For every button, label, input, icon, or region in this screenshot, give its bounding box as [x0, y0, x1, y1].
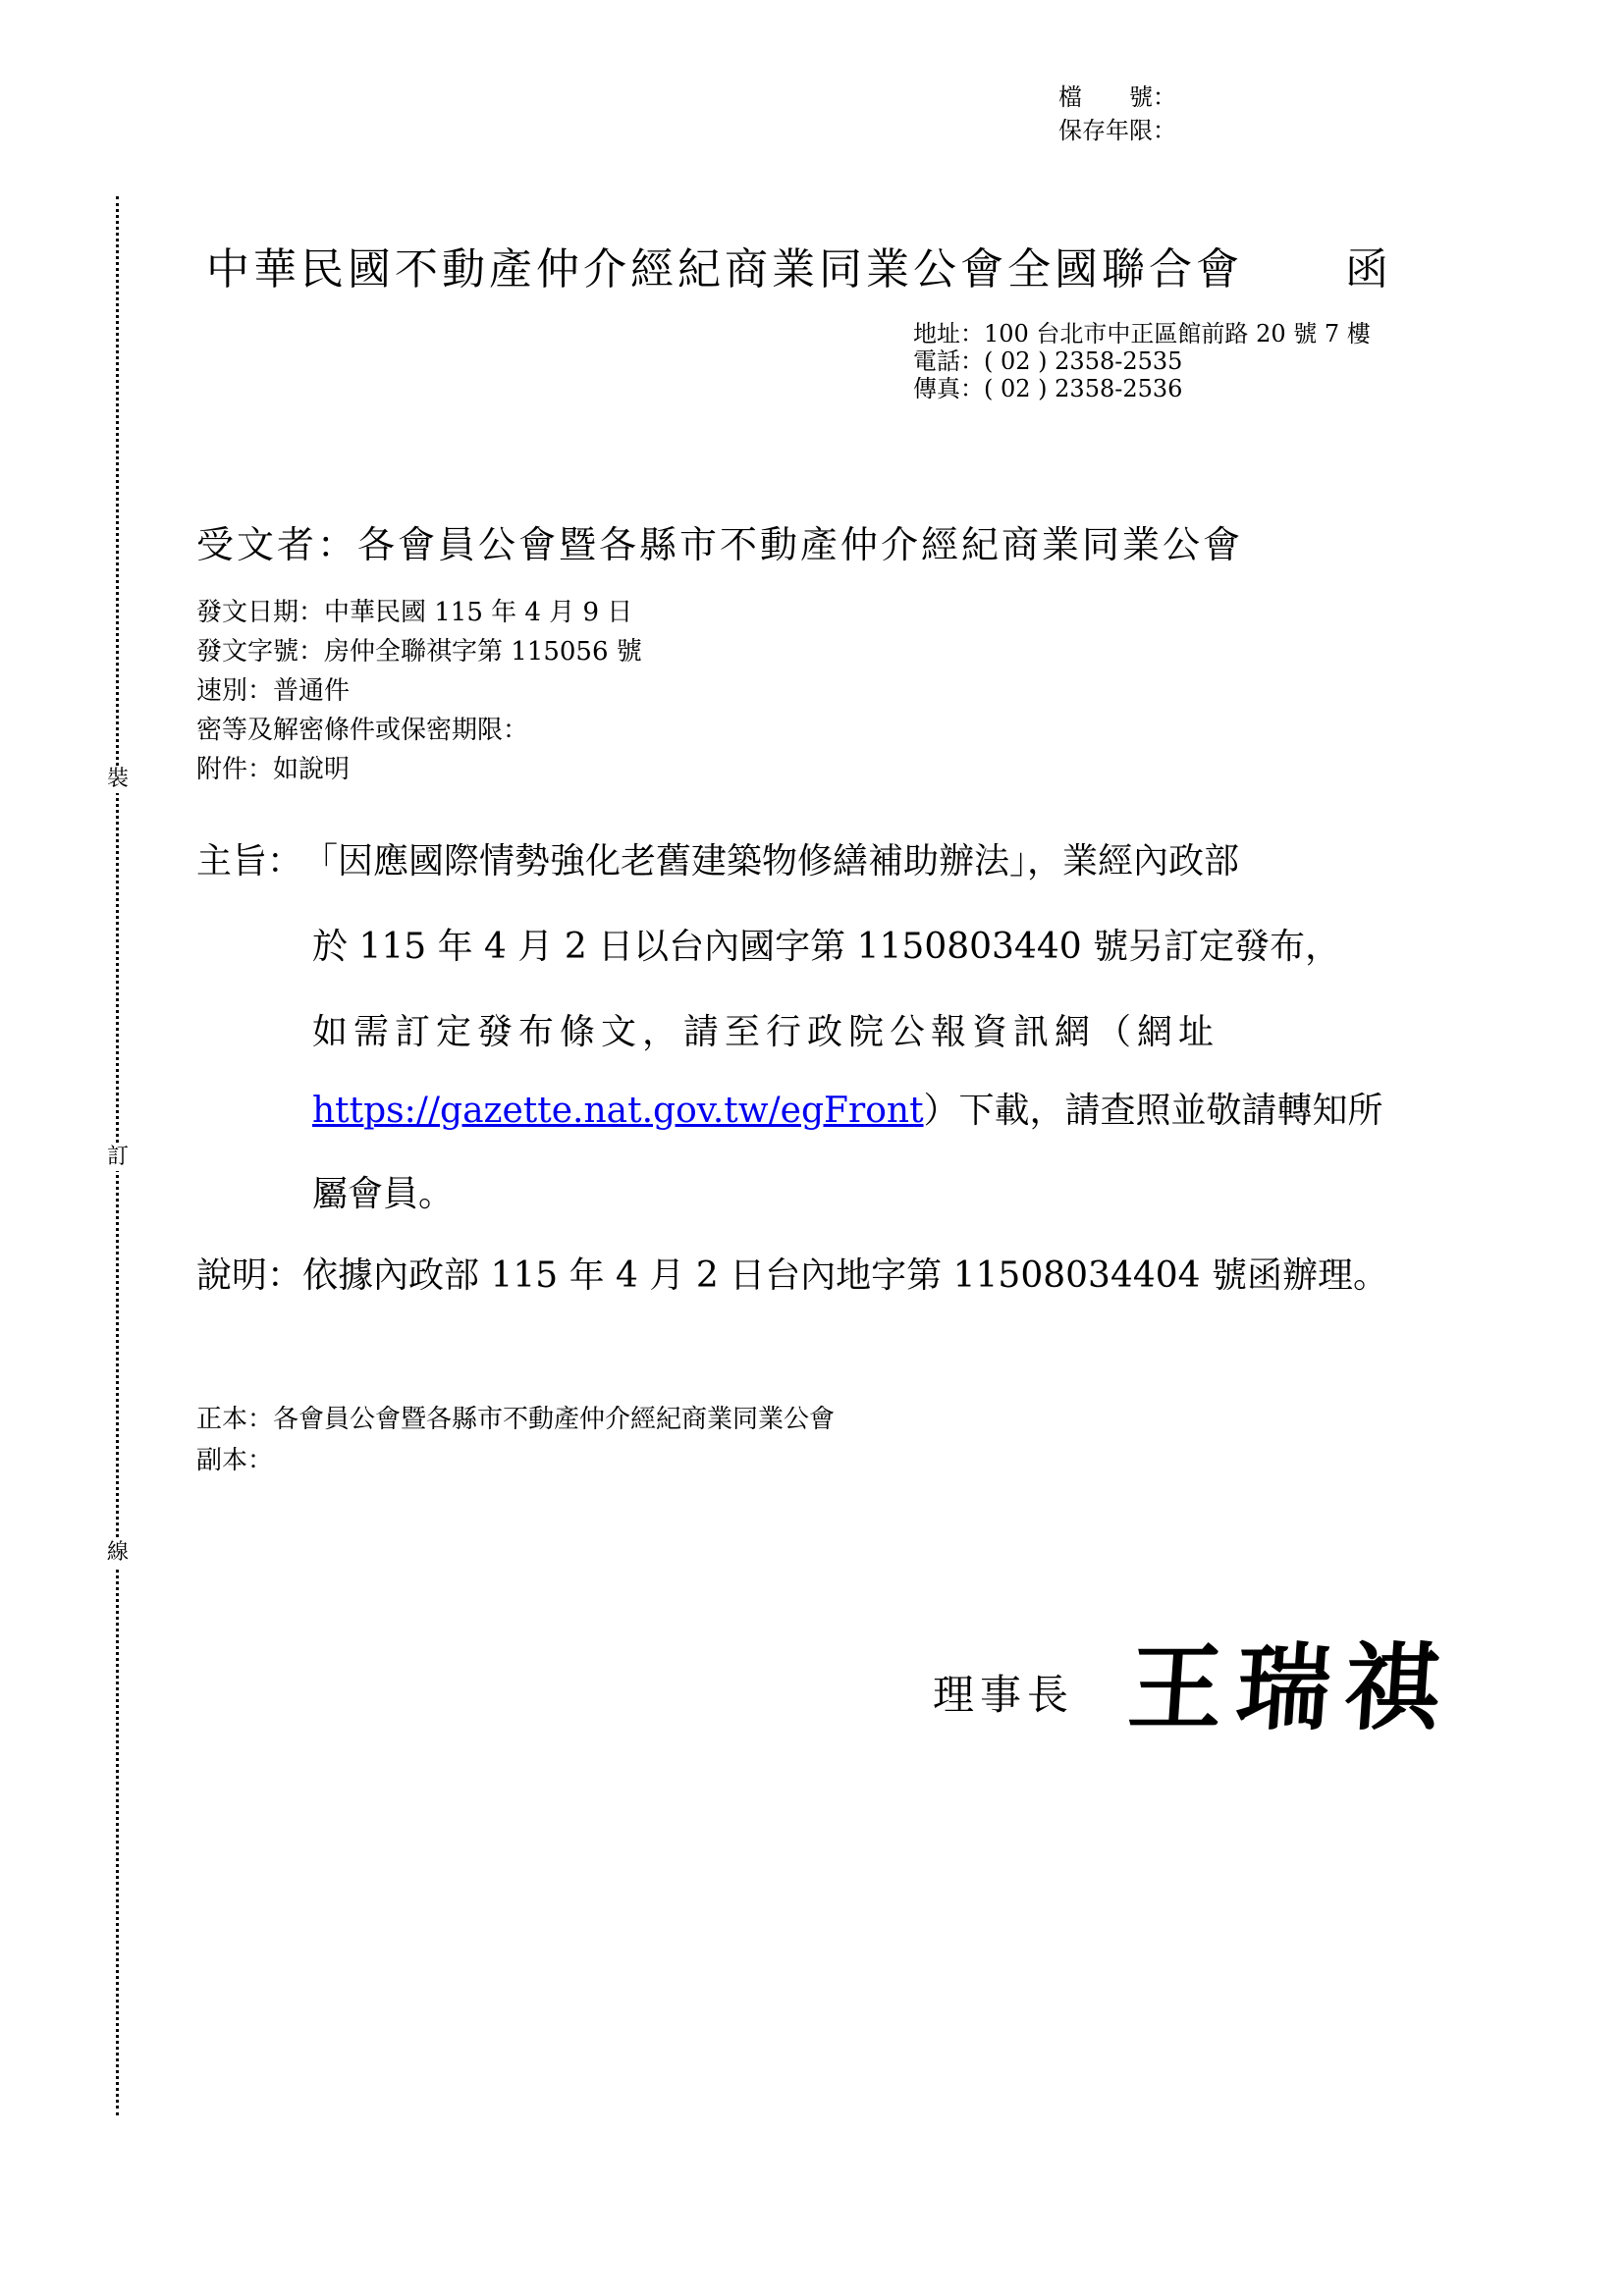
subject-label: 主旨： — [196, 841, 303, 881]
explanation: 說明：依據內政部 115 年 4 月 2 日台內地字第 11508034404 號函辦理。 — [196, 1255, 1389, 1296]
retention-period-label: 保存年限： — [1058, 117, 1176, 144]
org-phone: 電話：( 02 ) 2358-2535 — [913, 347, 1183, 375]
subject-line-4 — [312, 1090, 1383, 1133]
secrecy-level: 密等及解密條件或保密期限： — [196, 716, 529, 745]
binding-mark-ding: 訂 — [104, 1144, 132, 1171]
subject-line-2: 於 115 年 4 月 2 日以台內國字第 1150803440 號另訂定發布， — [312, 927, 1341, 967]
subject-line-3: 如需訂定發布條文，請至行政院公報資訊網（網址 — [312, 1012, 1220, 1052]
delivery-speed: 速別：普通件 — [196, 676, 351, 706]
document-number: 發文字號：房仲全聯祺字第 115056 號 — [196, 637, 642, 667]
copy-recipients: 副本： — [196, 1446, 274, 1475]
org-address: 地址：100 台北市中正區館前路 20 號 7 樓 — [913, 320, 1371, 347]
original-recipients: 正本：各會員公會暨各縣市不動產仲介經紀商業同業公會 — [196, 1405, 836, 1434]
recipient: 受文者：各會員公會暨各縣市不動產仲介經紀商業同業公會 — [196, 523, 1244, 566]
organization-name: 中華民國不動產仲介經紀商業同業公會全國聯合會 — [206, 244, 1243, 294]
signatory-signature: 王瑞祺 — [1124, 1632, 1457, 1743]
file-number-label: 檔 號： — [1058, 83, 1176, 111]
gazette-url-link[interactable]: https://gazette.nat.gov.tw/egFront — [312, 1091, 924, 1131]
subject-line-4-text: ）下載，請查照並敬請轉知所 — [923, 1091, 1383, 1131]
subject-line-1: 「因應國際情勢強化老舊建築物修繕補助辦法」，業經內政部 — [302, 841, 1240, 881]
issue-date: 發文日期：中華民國 115 年 4 月 9 日 — [196, 598, 633, 627]
attachment: 附件：如說明 — [196, 755, 351, 784]
org-fax: 傳真：( 02 ) 2358-2536 — [913, 375, 1183, 402]
binding-mark-xian: 線 — [104, 1539, 132, 1567]
document-type: 函 — [1345, 244, 1392, 294]
subject-line-5: 屬會員。 — [312, 1174, 455, 1214]
binding-mark-zhuang: 裝 — [104, 766, 132, 793]
signatory-title: 理事長 — [933, 1671, 1075, 1719]
